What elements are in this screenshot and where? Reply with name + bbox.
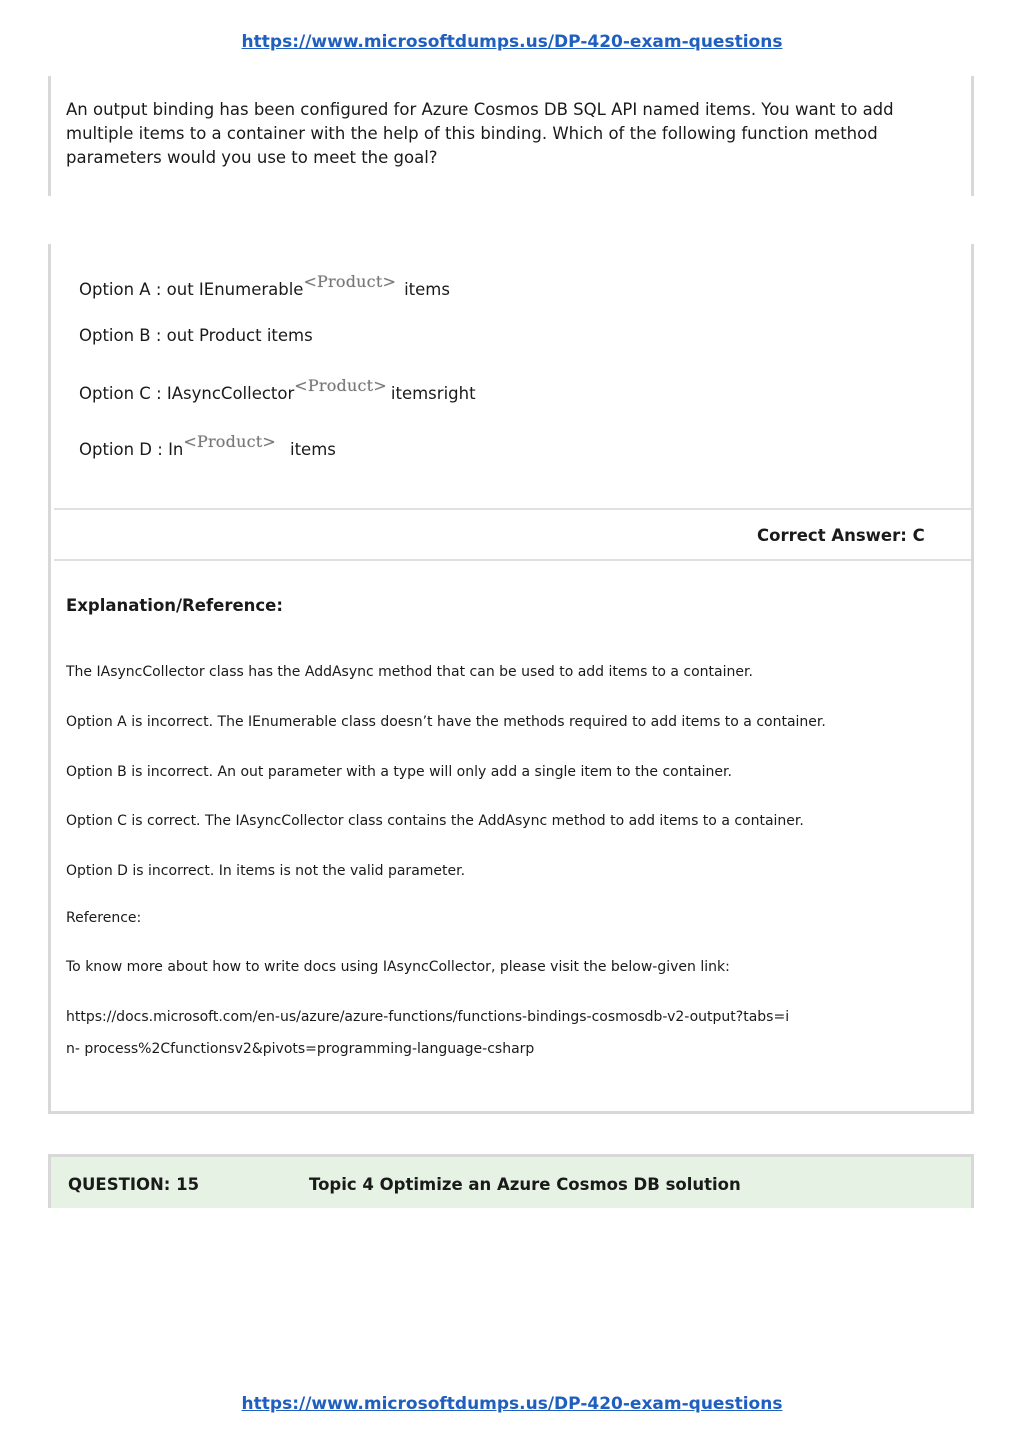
option-d (79, 432, 336, 459)
explanation-line: Option A is incorrect. The IEnumerable class doesn’t have the methods required to add items to a container. (66, 714, 826, 730)
option-d-suffix: items (290, 440, 336, 459)
divider (54, 508, 971, 510)
correct-answer: Correct Answer: C (757, 526, 925, 545)
option-c-type-image: <Product> (294, 376, 387, 395)
explanation-line: Option B is incorrect. An out parameter with a type will only add a single item to the container. (66, 764, 732, 780)
explanation-line: To know more about how to write docs using IAsyncCollector, please visit the below-given link: (66, 959, 730, 975)
option-d-type-image: <Product> (183, 432, 276, 451)
header-url-link[interactable]: https://www.microsoftdumps.us/DP-420-exam-questions (241, 32, 783, 52)
explanation-line: Option D is incorrect. In items is not the valid parameter. (66, 863, 466, 879)
option-a-suffix: items (404, 280, 450, 299)
explanation-title: Explanation/Reference: (66, 596, 283, 615)
question-text: An output binding has been configured for Azure Cosmos DB SQL API named items. You want to add multiple items to a container with the help of this binding. Which of the following function method parameters would you use to meet the goal? (66, 100, 894, 167)
reference-link-continued[interactable]: n- process%2Cfunctionsv2&pivots=programming-language-csharp (66, 1041, 535, 1057)
question-box (48, 76, 974, 196)
option-d-prefix: Option D : In (79, 440, 184, 459)
explanation-line: Option C is correct. The IAsyncCollector class contains the AddAsync method to add items to a container. (66, 813, 804, 829)
divider (54, 559, 971, 561)
option-a-prefix: Option A : out IEnumerable (79, 280, 304, 299)
footer-url-link[interactable]: https://www.microsoftdumps.us/DP-420-exam-questions (241, 1394, 783, 1414)
option-b-text: Option B : out Product items (79, 326, 313, 345)
option-b (79, 326, 313, 345)
option-c (79, 376, 476, 403)
question-topic: Topic 4 Optimize an Azure Cosmos DB solution (309, 1175, 741, 1194)
question-number: QUESTION: 15 (68, 1175, 200, 1194)
reference-label: Reference: (66, 910, 142, 926)
option-c-suffix: itemsright (390, 384, 476, 403)
answer-panel (48, 244, 974, 1114)
option-a (79, 272, 450, 299)
explanation-line: The IAsyncCollector class has the AddAsync method that can be used to add items to a container. (66, 664, 753, 680)
reference-link[interactable]: https://docs.microsoft.com/en-us/azure/azure-functions/functions-bindings-cosmosdb-v2-output?tabs=i (66, 1009, 790, 1025)
option-c-prefix: Option C : IAsyncCollector (79, 384, 295, 403)
option-a-type-image: <Product> (303, 272, 397, 291)
next-question-header (48, 1154, 974, 1208)
